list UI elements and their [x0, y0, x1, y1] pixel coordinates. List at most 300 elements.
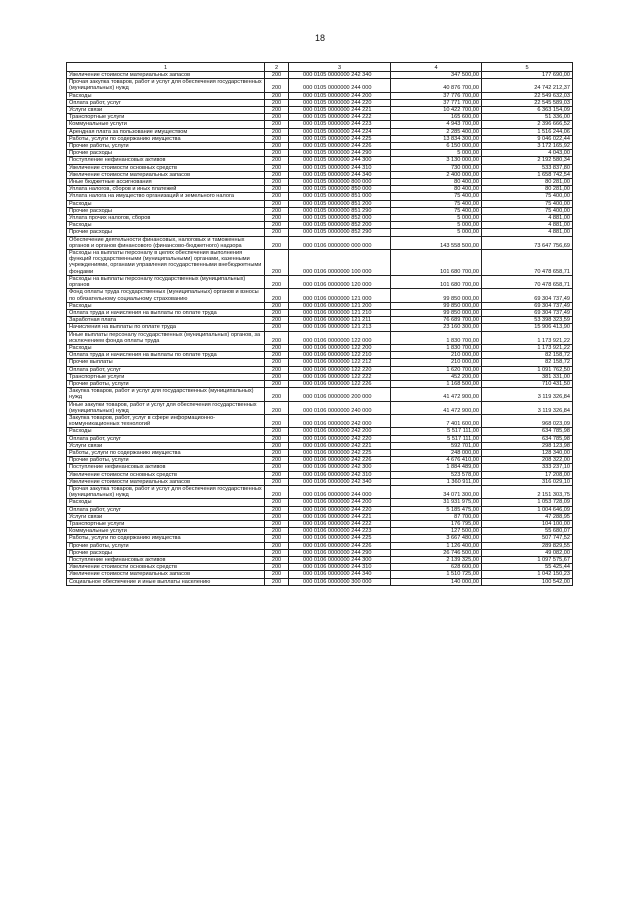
table-row: [67, 193, 573, 200]
row-name: Расходы на выплаты персоналу государственных (муниципальных) органов: [67, 275, 265, 288]
row-executed-amount: 289 829,55: [482, 542, 573, 549]
row-name: Увеличение стоимости материальных запасов: [67, 571, 265, 578]
table-row: [67, 186, 573, 193]
row-approved-amount: 523 578,00: [391, 471, 482, 478]
row-approved-amount: 127 500,00: [391, 528, 482, 535]
row-approved-amount: 101 680 700,00: [391, 275, 482, 288]
row-budget-code: 000 0106 0000000 242 221: [289, 442, 391, 449]
row-approved-amount: 23 160 300,00: [391, 324, 482, 331]
row-approved-amount: 5 000,00: [391, 222, 482, 229]
row-name: Уплата прочих налогов, сборов: [67, 215, 265, 222]
table-row: [67, 79, 573, 92]
row-executed-amount: 2 192 580,34: [482, 157, 573, 164]
row-name: Работы, услуги по содержанию имущества: [67, 535, 265, 542]
table-row: [67, 92, 573, 99]
row-line-code: 200: [265, 435, 289, 442]
table-row: [67, 428, 573, 435]
row-executed-amount: 2 396 666,52: [482, 121, 573, 128]
row-line-code: 200: [265, 309, 289, 316]
row-name: Транспортные услуги: [67, 373, 265, 380]
row-budget-code: 000 0105 0000000 852 200: [289, 222, 391, 229]
table-header-row: [67, 63, 573, 72]
row-executed-amount: 55 425,44: [482, 564, 573, 571]
row-line-code: 200: [265, 171, 289, 178]
row-budget-code: 000 0106 0000000 122 000: [289, 331, 391, 344]
row-name: Социальное обеспечение и иные выплаты населению: [67, 578, 265, 585]
row-executed-amount: 69 304 737,49: [482, 289, 573, 302]
table-row: [67, 317, 573, 324]
row-name: Услуги связи: [67, 442, 265, 449]
row-executed-amount: 80 281,00: [482, 179, 573, 186]
budget-table: [66, 62, 573, 586]
row-line-code: 200: [265, 114, 289, 121]
row-executed-amount: 22 549 632,03: [482, 92, 573, 99]
table-row: [67, 478, 573, 485]
row-name: Уплата налогов, сборов и иных платежей: [67, 186, 265, 193]
row-line-code: 200: [265, 344, 289, 351]
row-approved-amount: 75 400,00: [391, 193, 482, 200]
row-name: Обеспечение деятельности финансовых, налоговых и таможенных органов и органов финансового (финансово-бюджетного) надзора: [67, 236, 265, 249]
row-line-code: 200: [265, 359, 289, 366]
row-executed-amount: 6 363 154,09: [482, 107, 573, 114]
row-line-code: 200: [265, 92, 289, 99]
row-executed-amount: 69 304 737,49: [482, 302, 573, 309]
row-budget-code: 000 0106 0000000 244 222: [289, 521, 391, 528]
row-name: Расходы: [67, 499, 265, 506]
row-name: Поступление нефинансовых активов: [67, 464, 265, 471]
row-budget-code: 000 0106 0000000 244 340: [289, 571, 391, 578]
row-line-code: 200: [265, 179, 289, 186]
table-row: [67, 401, 573, 414]
table-row: [67, 179, 573, 186]
row-budget-code: 000 0105 0000000 244 200: [289, 92, 391, 99]
row-executed-amount: 75 400,00: [482, 200, 573, 207]
row-approved-amount: 628 600,00: [391, 564, 482, 571]
row-name: Поступление нефинансовых активов: [67, 157, 265, 164]
row-line-code: 200: [265, 380, 289, 387]
table-row: [67, 506, 573, 513]
row-budget-code: 000 0105 0000000 244 340: [289, 171, 391, 178]
table-row: [67, 302, 573, 309]
row-budget-code: 000 0106 0000000 122 212: [289, 359, 391, 366]
row-line-code: 200: [265, 535, 289, 542]
row-line-code: 200: [265, 317, 289, 324]
table-row: [67, 275, 573, 288]
row-budget-code: 000 0106 0000000 122 226: [289, 380, 391, 387]
row-executed-amount: 634 785,98: [482, 428, 573, 435]
row-line-code: 200: [265, 457, 289, 464]
row-budget-code: 000 0106 0000000 300 000: [289, 578, 391, 585]
row-executed-amount: 1 516 244,06: [482, 128, 573, 135]
row-name: Прочие расходы: [67, 229, 265, 236]
row-name: Оплата работ, услуг: [67, 435, 265, 442]
row-line-code: 200: [265, 250, 289, 276]
row-budget-code: 000 0105 0000000 244 290: [289, 150, 391, 157]
row-name: Прочие расходы: [67, 150, 265, 157]
row-name: Услуги связи: [67, 513, 265, 520]
row-approved-amount: 143 558 500,00: [391, 236, 482, 249]
row-line-code: 200: [265, 229, 289, 236]
row-executed-amount: 3 119 326,84: [482, 401, 573, 414]
row-budget-code: 000 0106 0000000 244 221: [289, 513, 391, 520]
table-row: [67, 135, 573, 142]
table-row: [67, 352, 573, 359]
row-name: Прочие расходы: [67, 207, 265, 214]
row-name: Закупка товаров, работ, услуг в сфере информационно-коммуникационных технологий: [67, 414, 265, 427]
row-name: Прочие работы, услуги: [67, 380, 265, 387]
row-executed-amount: 100 542,00: [482, 578, 573, 585]
row-executed-amount: 507 747,52: [482, 535, 573, 542]
table-row: [67, 457, 573, 464]
row-line-code: 200: [265, 128, 289, 135]
row-executed-amount: 3 172 165,92: [482, 143, 573, 150]
row-line-code: 200: [265, 521, 289, 528]
row-executed-amount: 4 881,00: [482, 215, 573, 222]
row-name: Оплата работ, услуг: [67, 99, 265, 106]
row-approved-amount: 165 600,00: [391, 114, 482, 121]
row-line-code: 200: [265, 200, 289, 207]
row-budget-code: 000 0106 0000000 244 310: [289, 564, 391, 571]
row-executed-amount: 24 742 212,37: [482, 79, 573, 92]
row-executed-amount: 9 046 022,44: [482, 135, 573, 142]
row-approved-amount: 41 472 900,00: [391, 388, 482, 401]
row-approved-amount: 13 834 300,00: [391, 135, 482, 142]
row-executed-amount: 51 336,00: [482, 114, 573, 121]
row-executed-amount: 4 043,00: [482, 150, 573, 157]
row-line-code: 200: [265, 157, 289, 164]
row-approved-amount: 176 795,00: [391, 521, 482, 528]
table-row: [67, 143, 573, 150]
row-budget-code: 000 0105 0000000 244 226: [289, 143, 391, 150]
table-row: [67, 164, 573, 171]
table-row: [67, 157, 573, 164]
column-header-5: 5: [482, 63, 573, 72]
table-row: [67, 380, 573, 387]
row-approved-amount: 99 850 000,00: [391, 309, 482, 316]
row-budget-code: 000 0105 0000000 244 224: [289, 128, 391, 135]
row-budget-code: 000 0106 0000000 244 226: [289, 542, 391, 549]
row-name: Коммунальные услуги: [67, 121, 265, 128]
row-budget-code: 000 0106 0000000 121 213: [289, 324, 391, 331]
table-row: [67, 464, 573, 471]
row-line-code: 200: [265, 571, 289, 578]
row-line-code: 200: [265, 79, 289, 92]
row-approved-amount: 80 400,00: [391, 186, 482, 193]
row-approved-amount: 31 931 975,00: [391, 499, 482, 506]
row-name: Расходы: [67, 92, 265, 99]
row-line-code: 200: [265, 513, 289, 520]
table-row: [67, 215, 573, 222]
row-executed-amount: 82 158,72: [482, 359, 573, 366]
row-budget-code: 000 0106 0000000 244 000: [289, 485, 391, 498]
row-name: Уплата налога на имущество организаций и земельного налога: [67, 193, 265, 200]
row-budget-code: 000 0106 0000000 242 226: [289, 457, 391, 464]
table-row: [67, 107, 573, 114]
row-approved-amount: 1 620 700,00: [391, 366, 482, 373]
row-name: Прочая закупка товаров, работ и услуг для обеспечения государственных (муниципальных) нужд: [67, 79, 265, 92]
row-approved-amount: 1 126 400,00: [391, 542, 482, 549]
row-approved-amount: 248 000,00: [391, 449, 482, 456]
row-name: Фонд оплаты труда государственных (муниципальных) органов и взносы по обязательному социальному страхованию: [67, 289, 265, 302]
table-row: [67, 222, 573, 229]
row-executed-amount: 1 658 742,54: [482, 171, 573, 178]
row-approved-amount: 99 850 000,00: [391, 302, 482, 309]
row-budget-code: 000 0106 0000000 100 000: [289, 250, 391, 276]
table-row: [67, 535, 573, 542]
row-budget-code: 000 0106 0000000 121 210: [289, 309, 391, 316]
row-line-code: 200: [265, 215, 289, 222]
row-executed-amount: 177 690,00: [482, 72, 573, 79]
row-line-code: 200: [265, 275, 289, 288]
row-budget-code: 000 0105 0000000 852 290: [289, 229, 391, 236]
row-approved-amount: 140 000,00: [391, 578, 482, 585]
row-budget-code: 000 0105 0000000 800 000: [289, 179, 391, 186]
table-row: [67, 171, 573, 178]
row-line-code: 200: [265, 449, 289, 456]
row-line-code: 200: [265, 99, 289, 106]
row-budget-code: 000 0105 0000000 244 220: [289, 99, 391, 106]
row-name: Увеличение стоимости материальных запасов: [67, 171, 265, 178]
row-line-code: 200: [265, 236, 289, 249]
row-executed-amount: 1 042 150,23: [482, 571, 573, 578]
row-budget-code: 000 0106 0000000 242 225: [289, 449, 391, 456]
row-executed-amount: 80 281,00: [482, 186, 573, 193]
row-approved-amount: 34 071 300,00: [391, 485, 482, 498]
row-line-code: 200: [265, 401, 289, 414]
row-executed-amount: 70 478 658,71: [482, 275, 573, 288]
table-row: [67, 414, 573, 427]
row-budget-code: 000 0105 0000000 851 200: [289, 200, 391, 207]
row-executed-amount: 710 431,50: [482, 380, 573, 387]
row-approved-amount: 210 000,00: [391, 352, 482, 359]
table-row: [67, 200, 573, 207]
table-row: [67, 250, 573, 276]
row-budget-code: 000 0105 0000000 850 000: [289, 186, 391, 193]
row-executed-amount: 53 398 323,59: [482, 317, 573, 324]
row-budget-code: 000 0105 0000000 244 310: [289, 164, 391, 171]
row-approved-amount: 4 943 700,00: [391, 121, 482, 128]
row-name: Транспортные услуги: [67, 521, 265, 528]
table-row: [67, 542, 573, 549]
row-approved-amount: 87 700,00: [391, 513, 482, 520]
row-budget-code: 000 0106 0000000 242 000: [289, 414, 391, 427]
row-name: Увеличение стоимости материальных запасов: [67, 72, 265, 79]
row-budget-code: 000 0105 0000000 242 340: [289, 72, 391, 79]
row-approved-amount: 5 000,00: [391, 229, 482, 236]
row-executed-amount: 128 340,00: [482, 449, 573, 456]
table-row: [67, 549, 573, 556]
row-name: Прочие работы, услуги: [67, 457, 265, 464]
row-approved-amount: 3 667 480,00: [391, 535, 482, 542]
column-header-1: 1: [67, 63, 265, 72]
row-executed-amount: 1 091 762,50: [482, 366, 573, 373]
row-approved-amount: 730 000,00: [391, 164, 482, 171]
table-row: [67, 150, 573, 157]
row-line-code: 200: [265, 207, 289, 214]
row-line-code: 200: [265, 135, 289, 142]
row-line-code: 200: [265, 222, 289, 229]
table-row: [67, 442, 573, 449]
row-budget-code: 000 0105 0000000 244 221: [289, 107, 391, 114]
row-name: Арендная плата за пользование имуществом: [67, 128, 265, 135]
row-executed-amount: 381 331,00: [482, 373, 573, 380]
table-row: [67, 359, 573, 366]
table-row: [67, 513, 573, 520]
row-approved-amount: 101 680 700,00: [391, 250, 482, 276]
row-name: Расходы: [67, 428, 265, 435]
row-approved-amount: 2 400 000,00: [391, 171, 482, 178]
row-name: Закупка товаров, работ и услуг для государственных (муниципальных) нужд: [67, 388, 265, 401]
row-approved-amount: 4 676 410,00: [391, 457, 482, 464]
row-approved-amount: 1 884 489,00: [391, 464, 482, 471]
row-line-code: 200: [265, 331, 289, 344]
row-name: Транспортные услуги: [67, 114, 265, 121]
row-name: Расходы: [67, 200, 265, 207]
row-name: Оплата труда и начисления на выплаты по оплате труда: [67, 309, 265, 316]
row-executed-amount: 104 100,00: [482, 521, 573, 528]
row-name: Иные бюджетные ассигнования: [67, 179, 265, 186]
row-executed-amount: 75 400,00: [482, 193, 573, 200]
row-line-code: 200: [265, 557, 289, 564]
row-budget-code: 000 0106 0000000 240 000: [289, 401, 391, 414]
row-approved-amount: 5 000,00: [391, 215, 482, 222]
row-budget-code: 000 0106 0000000 242 310: [289, 471, 391, 478]
row-approved-amount: 7 401 600,00: [391, 414, 482, 427]
row-executed-amount: 1 097 575,67: [482, 557, 573, 564]
table-row: [67, 521, 573, 528]
row-executed-amount: 533 837,80: [482, 164, 573, 171]
row-line-code: 200: [265, 428, 289, 435]
row-approved-amount: 3 130 000,00: [391, 157, 482, 164]
row-name: Увеличение стоимости основных средств: [67, 164, 265, 171]
row-approved-amount: 99 850 000,00: [391, 289, 482, 302]
row-name: Оплата труда и начисления на выплаты по оплате труда: [67, 352, 265, 359]
row-budget-code: 000 0106 0000000 242 340: [289, 478, 391, 485]
table-row: [67, 373, 573, 380]
row-approved-amount: 75 400,00: [391, 200, 482, 207]
row-executed-amount: 333 237,10: [482, 464, 573, 471]
row-executed-amount: 316 029,10: [482, 478, 573, 485]
row-budget-code: 000 0105 0000000 244 300: [289, 157, 391, 164]
row-name: Оплата работ, услуг: [67, 506, 265, 513]
table-row: [67, 114, 573, 121]
row-line-code: 200: [265, 373, 289, 380]
row-approved-amount: 40 876 700,00: [391, 79, 482, 92]
row-executed-amount: 22 545 589,03: [482, 99, 573, 106]
row-name: Работы, услуги по содержанию имущества: [67, 135, 265, 142]
row-approved-amount: 5 517 111,00: [391, 428, 482, 435]
table-row: [67, 571, 573, 578]
table-row: [67, 471, 573, 478]
row-executed-amount: 70 478 658,71: [482, 250, 573, 276]
row-budget-code: 000 0106 0000000 244 290: [289, 549, 391, 556]
row-approved-amount: 37 771 700,00: [391, 99, 482, 106]
column-header-2: 2: [265, 63, 289, 72]
row-budget-code: 000 0106 0000000 122 210: [289, 352, 391, 359]
row-approved-amount: 76 689 700,00: [391, 317, 482, 324]
row-approved-amount: 1 510 725,00: [391, 571, 482, 578]
table-row: [67, 344, 573, 351]
row-line-code: 200: [265, 143, 289, 150]
row-line-code: 200: [265, 388, 289, 401]
row-executed-amount: 968 023,09: [482, 414, 573, 427]
row-approved-amount: 2 139 325,00: [391, 557, 482, 564]
row-approved-amount: 1 360 911,00: [391, 478, 482, 485]
row-approved-amount: 1 168 500,00: [391, 380, 482, 387]
row-budget-code: 000 0105 0000000 851 290: [289, 207, 391, 214]
row-line-code: 200: [265, 564, 289, 571]
row-budget-code: 000 0106 0000000 244 300: [289, 557, 391, 564]
row-line-code: 200: [265, 578, 289, 585]
row-executed-amount: 1 004 646,09: [482, 506, 573, 513]
row-approved-amount: 210 000,00: [391, 359, 482, 366]
row-line-code: 200: [265, 478, 289, 485]
row-executed-amount: 15 906 413,90: [482, 324, 573, 331]
table-row: [67, 229, 573, 236]
row-name: Оплата работ, услуг: [67, 366, 265, 373]
table-row: [67, 366, 573, 373]
row-name: Расходы на выплаты персоналу в целях обеспечения выполнения функций государственными (муниципальными) органами, казенными учреждениями, органами управления государственными внебюджетными фондами: [67, 250, 265, 276]
table-row: [67, 324, 573, 331]
row-line-code: 200: [265, 528, 289, 535]
row-executed-amount: 49 082,00: [482, 549, 573, 556]
row-executed-amount: 69 304 737,49: [482, 309, 573, 316]
table-row: [67, 207, 573, 214]
table-row: [67, 499, 573, 506]
row-executed-amount: 2 151 303,75: [482, 485, 573, 498]
row-approved-amount: 5 517 111,00: [391, 435, 482, 442]
row-budget-code: 000 0106 0000000 121 200: [289, 302, 391, 309]
row-name: Работы, услуги по содержанию имущества: [67, 449, 265, 456]
row-budget-code: 000 0106 0000000 122 220: [289, 366, 391, 373]
row-executed-amount: 3 119 326,84: [482, 388, 573, 401]
row-executed-amount: 1 173 921,22: [482, 331, 573, 344]
row-name: Прочие расходы: [67, 549, 265, 556]
table-row: [67, 388, 573, 401]
row-budget-code: 000 0106 0000000 242 300: [289, 464, 391, 471]
row-line-code: 200: [265, 506, 289, 513]
row-name: Увеличение стоимости основных средств: [67, 471, 265, 478]
table-row: [67, 435, 573, 442]
row-name: Коммунальные услуги: [67, 528, 265, 535]
row-line-code: 200: [265, 464, 289, 471]
row-name: Расходы: [67, 222, 265, 229]
row-budget-code: 000 0106 0000000 244 225: [289, 535, 391, 542]
row-line-code: 200: [265, 352, 289, 359]
row-line-code: 200: [265, 193, 289, 200]
row-name: Увеличение стоимости основных средств: [67, 564, 265, 571]
row-budget-code: 000 0105 0000000 852 000: [289, 215, 391, 222]
row-name: Увеличение стоимости материальных запасов: [67, 478, 265, 485]
row-budget-code: 000 0106 0000000 242 200: [289, 428, 391, 435]
row-line-code: 200: [265, 72, 289, 79]
row-name: Расходы: [67, 302, 265, 309]
row-name: Прочие работы, услуги: [67, 542, 265, 549]
row-approved-amount: 592 701,00: [391, 442, 482, 449]
row-budget-code: 000 0106 0000000 000 000: [289, 236, 391, 249]
row-line-code: 200: [265, 186, 289, 193]
row-budget-code: 000 0106 0000000 122 200: [289, 344, 391, 351]
row-executed-amount: 298 123,98: [482, 442, 573, 449]
row-line-code: 200: [265, 164, 289, 171]
table-row: [67, 128, 573, 135]
table-row: [67, 557, 573, 564]
row-line-code: 200: [265, 324, 289, 331]
row-name: Заработная плата: [67, 317, 265, 324]
table-row: [67, 449, 573, 456]
row-budget-code: 000 0106 0000000 120 000: [289, 275, 391, 288]
row-budget-code: 000 0106 0000000 244 220: [289, 506, 391, 513]
